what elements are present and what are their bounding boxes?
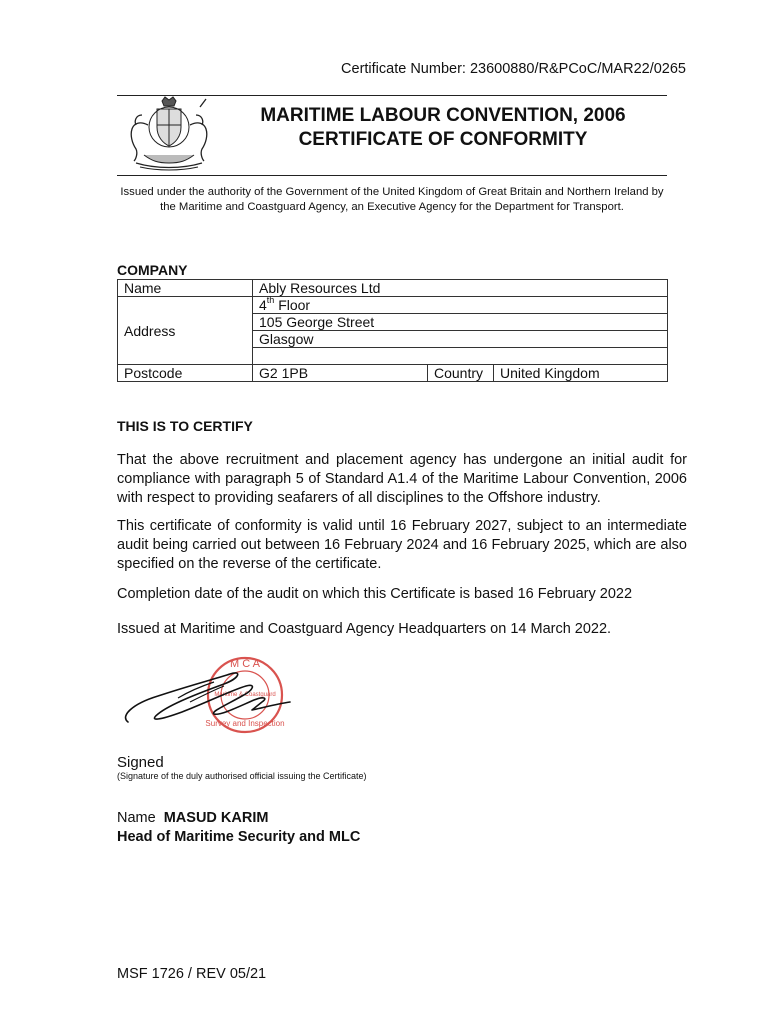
certification-paragraph: That the above recruitment and placement agency has undergone an initial audit for compliance with paragraph 5 of Standard A1.4 of the Maritime Labour Convention, 2006 with respect to providing seafarers of all disciplines to the Offshore industry. (117, 452, 687, 506)
issue-paragraph: Issued at Maritime and Coastguard Agency Headquarters on 14 March 2022. (117, 621, 612, 637)
company-name-row (118, 280, 668, 297)
address-line-3: Glasgow (253, 331, 668, 348)
title-line-2: CERTIFICATE OF CONFORMITY (298, 129, 588, 150)
address-label: Address (118, 297, 253, 365)
title-line-1: MARITIME LABOUR CONVENTION, 2006 (260, 105, 626, 126)
stamp-top-text: M C A (230, 658, 260, 670)
certificate-title (218, 104, 668, 152)
royal-coat-of-arms-icon (122, 95, 216, 173)
official-name-label: Name (117, 810, 156, 826)
company-name-value: Ably Resources Ltd (253, 280, 668, 297)
company-heading: COMPANY (117, 262, 188, 278)
authority-statement: Issued under the authority of the Government of the United Kingdom of Great Britain and Northern Ireland by the Maritime and Coastguard Agency, an Executive Agency for the Department for Transport. (120, 186, 664, 213)
address-line-2: 105 George Street (253, 314, 668, 331)
name-label: Name (118, 280, 253, 297)
address-floor-word: Floor (274, 297, 311, 313)
certify-heading: THIS IS TO CERTIFY (117, 418, 253, 434)
form-reference: MSF 1726 / REV 05/21 (117, 966, 267, 982)
postcode-label: Postcode (118, 365, 253, 382)
title-rule (117, 175, 667, 176)
official-role: Head of Maritime Security and MLC (117, 829, 361, 845)
address-floor-suffix: th (266, 295, 275, 306)
official-name-line (117, 810, 268, 826)
address-line-4 (253, 348, 668, 365)
address-line-1 (253, 297, 668, 314)
stamp-middle-text: Maritime & Coastguard (214, 692, 276, 698)
country-value: United Kingdom (494, 365, 668, 382)
signature-icon (118, 652, 318, 742)
certificate-number: Certificate Number: 23600880/R&PCoC/MAR22/0265 (341, 61, 686, 77)
postcode-row (118, 365, 668, 382)
address-row (118, 297, 668, 314)
signature-note: (Signature of the duly authorised official issuing the Certificate) (117, 771, 367, 781)
postcode-value: G2 1PB (253, 365, 428, 382)
validity-paragraph: This certificate of conformity is valid until 16 February 2027, subject to an intermediate audit being carried out between 16 February 2024 and 16 February 2025, which are also specified on the reverse of the certificate. (117, 518, 687, 572)
stamp-bottom-text: Survey and Inspection (205, 719, 285, 728)
address-floor-number: 4 (259, 297, 267, 313)
country-label: Country (428, 365, 494, 382)
company-table (117, 279, 668, 382)
completion-date-paragraph: Completion date of the audit on which this Certificate is based 16 February 2022 (117, 586, 633, 602)
signed-label: Signed (117, 754, 164, 771)
official-name: MASUD KARIM (163, 810, 269, 826)
